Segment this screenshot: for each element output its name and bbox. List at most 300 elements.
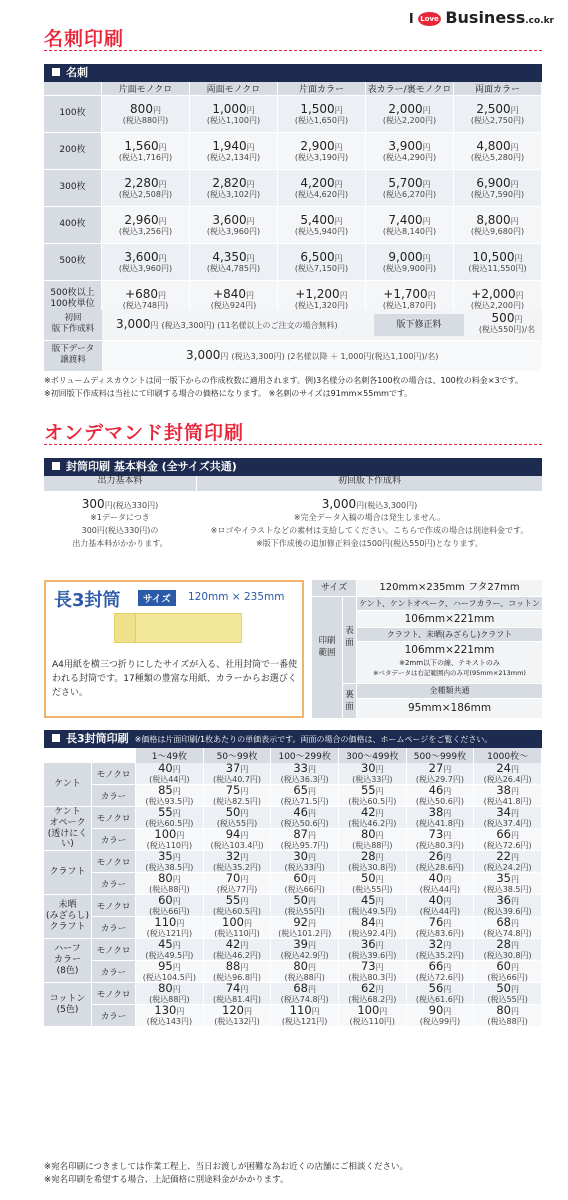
price: 36 [360, 937, 376, 952]
price: 55 [158, 805, 173, 820]
naga3-spec [312, 580, 542, 718]
table-row [44, 983, 542, 1005]
tax-price: (税込3,190円) [294, 152, 349, 162]
price-cell [271, 939, 339, 961]
tax-price: (税込2,200円) [382, 115, 437, 125]
price: 4,800 [476, 138, 511, 153]
table-row [44, 96, 542, 133]
price-cell [136, 939, 204, 961]
yen-unit: 円 [157, 290, 166, 300]
tax-price: (税込40.7円) [212, 775, 262, 784]
yen-unit: 円 [375, 853, 384, 863]
yen-unit: 円 [422, 105, 431, 115]
color-label: カラー [92, 829, 136, 851]
price: 38 [496, 783, 511, 797]
price-cell [339, 1005, 407, 1027]
color-label: カラー [92, 785, 136, 807]
table-row [44, 763, 542, 785]
price-cell [366, 133, 454, 170]
row-label: 300枚 [44, 170, 102, 207]
meishi-fee-row [44, 310, 542, 340]
price: 42 [225, 937, 241, 952]
tax-price: (税込93.5円) [145, 797, 194, 806]
price: 74 [225, 981, 241, 996]
tax-price: (税込7,150円) [294, 263, 349, 273]
meishi-data-row [44, 341, 542, 371]
price: 68 [293, 981, 308, 996]
price-cell [271, 983, 339, 1005]
price-cell [474, 873, 542, 895]
price: 50 [360, 871, 376, 886]
tax-price: (税込80.3円) [415, 841, 464, 851]
price: 800 [130, 101, 153, 116]
tax-price: (税込1,870円) [382, 300, 437, 310]
price-cell [454, 96, 542, 133]
tax-price: (税込88円) [487, 1017, 528, 1027]
tax-price: (税込49.5円) [145, 951, 194, 961]
price: 70 [225, 871, 241, 886]
yen-unit: 円 [307, 985, 316, 995]
front2-papers: クラフト、未晒(みざらし)クラフト [357, 628, 542, 641]
tax-price: (税込1,650円) [294, 115, 349, 125]
tax-price: (税込74.8円) [280, 995, 329, 1005]
price-cell [366, 244, 454, 281]
price-cell [204, 763, 272, 785]
naga3-note-1: ※宛名印刷につきましては作業工程上、当日お渡しが困難な為お近くの店舗にご相談ください。 [44, 1162, 408, 1172]
table-row [44, 961, 542, 983]
logo-i: I [408, 12, 414, 27]
price: 2,280 [124, 175, 159, 190]
table-row [44, 895, 542, 917]
yen-unit: 円 [510, 919, 519, 929]
tax-price: (税込2,200円) [470, 300, 525, 310]
price: 26 [428, 849, 444, 864]
yen-unit: 円 [443, 985, 452, 995]
yen-unit: 円 [514, 315, 523, 324]
tax-price: (税込77円) [216, 885, 258, 895]
yen-unit: 円 [176, 919, 185, 929]
yen-unit: 円 [158, 142, 167, 152]
data-fee-price: 3,000 [186, 348, 221, 362]
tax-price: (税込36.3円) [280, 775, 329, 784]
fix-label: 版下修正料 [374, 314, 464, 336]
price-cell [339, 873, 407, 895]
price: 60 [293, 871, 308, 886]
square-bullet-icon [52, 68, 60, 76]
color-label: カラー [92, 917, 136, 939]
price-cell [407, 917, 475, 939]
front1-papers: ケント、ケントオペーク、ハーフカラー、コットン [357, 597, 542, 610]
price-cell [204, 851, 272, 873]
price: 110 [289, 1003, 312, 1018]
tax-price: (税込44円) [419, 907, 461, 917]
tax-price: (税込4,290円) [382, 152, 437, 162]
tax-price: (税込72.6円) [483, 841, 532, 851]
row-label: 100枚 [44, 96, 102, 133]
table-row [44, 807, 542, 829]
yen-unit: 円 [240, 875, 249, 885]
logo-heart-icon [418, 12, 441, 26]
yen-unit: 円 [422, 142, 431, 152]
tax-price: (税込5,280円) [470, 152, 525, 162]
yen-unit: 円 [379, 1007, 388, 1017]
yen-unit: 円 [510, 179, 519, 189]
yen-unit: 円 [240, 985, 249, 995]
yen-unit: 円 [443, 831, 452, 841]
price-cell [204, 939, 272, 961]
front1-size: 106mm×221mm [357, 611, 542, 627]
tax-price: (税込96.8円) [212, 973, 262, 983]
yen-unit: 円 [176, 831, 185, 841]
price-cell [271, 895, 339, 917]
price: 5,700 [388, 175, 423, 190]
tax-price: (税込30.8円) [348, 863, 397, 873]
price-cell [474, 939, 542, 961]
price-cell [407, 829, 475, 851]
price: 2,960 [124, 212, 159, 227]
yen-unit: 円 [246, 142, 255, 152]
yen-unit: 円 [443, 809, 452, 819]
tax-price: (税込4,620円) [294, 189, 349, 199]
price-cell [271, 829, 339, 851]
price: 5,400 [300, 212, 335, 227]
price: 130 [154, 1003, 177, 1018]
price: 65 [293, 783, 308, 797]
tax-price: (税込110円) [349, 1017, 396, 1027]
mono-label: モノクロ [92, 763, 136, 785]
data-fee-value [186, 349, 438, 362]
output-note-2: 300円(税込330円)の [81, 526, 159, 535]
square-bullet-icon [52, 462, 60, 470]
price: 60 [496, 959, 511, 974]
tax-price: (税込60.5円) [212, 907, 262, 917]
mono-label: モノクロ [92, 983, 136, 1005]
price: 92 [293, 915, 308, 930]
price-cell [271, 807, 339, 829]
yen-unit: 円 [240, 963, 249, 973]
price-cell [271, 873, 339, 895]
price-cell [136, 873, 204, 895]
tax-price: (税込30.8円) [483, 951, 532, 961]
color-label: カラー [92, 961, 136, 983]
price: 6,900 [476, 175, 511, 190]
price-cell [407, 983, 475, 1005]
tax-price: (税込88円) [352, 841, 393, 851]
price-cell [204, 1005, 272, 1027]
mono-label: モノクロ [92, 807, 136, 829]
tax-price: (税込33円) [352, 775, 393, 784]
price: 88 [225, 959, 241, 974]
table-row [44, 207, 542, 244]
tax-price: (税込55円) [284, 907, 325, 917]
price-cell [474, 785, 542, 807]
price-cell [136, 851, 204, 873]
price: 55 [360, 783, 376, 797]
col-header: 両面モノクロ [190, 82, 278, 96]
output-fee-cell [44, 498, 196, 550]
price-cell [278, 207, 366, 244]
envelope-bar-label: 封筒印刷 基本料金 (全サイズ共通) [66, 460, 237, 473]
yen-unit: 円 [443, 787, 452, 796]
price: 33 [293, 761, 308, 775]
yen-unit: 円 [443, 963, 452, 973]
table-row [44, 873, 542, 895]
price-cell [339, 807, 407, 829]
price-cell [271, 961, 339, 983]
tax-price: (税込95.7円) [280, 841, 329, 851]
price: 2,900 [300, 138, 335, 153]
yen-unit: 円 [427, 290, 436, 300]
square-bullet-icon [52, 734, 60, 742]
price: 55 [225, 893, 241, 908]
price: 87 [293, 827, 308, 842]
yen-unit: 円 [307, 963, 316, 973]
yen-unit: 円 [172, 765, 181, 774]
price: 80 [293, 959, 308, 974]
yen-unit: 円 [158, 216, 167, 226]
price: 1,560 [124, 138, 159, 153]
tax-price: (税込28.6円) [415, 863, 464, 873]
envelope-title-divider [44, 444, 542, 445]
tax-price: (税込26.4円) [483, 775, 532, 784]
price: 27 [428, 761, 444, 775]
yen-unit: 円 [172, 985, 181, 995]
tax-price: (税込11,550円) [468, 263, 527, 273]
table-row [44, 829, 542, 851]
price: 85 [158, 783, 173, 797]
tax-price: (税込38.5円) [145, 863, 194, 873]
yen-unit: 円 [172, 787, 181, 796]
price-cell [136, 785, 204, 807]
price-cell [102, 207, 190, 244]
price-cell [407, 807, 475, 829]
col-header: 片面モノクロ [102, 82, 190, 96]
price-cell [474, 983, 542, 1005]
price-cell [190, 133, 278, 170]
front-label: 表 面 [343, 597, 356, 683]
yen-unit: 円 [334, 216, 343, 226]
envelope-title: オンデマンド封筒印刷 [44, 422, 245, 444]
price: 100 [222, 915, 244, 930]
price: 50 [496, 981, 511, 996]
tax-price: (税込35.2円) [415, 951, 464, 961]
site-logo[interactable] [409, 8, 554, 27]
tax-price: (税込37.4円) [483, 819, 532, 829]
price: 60 [158, 893, 173, 908]
price-cell [136, 917, 204, 939]
tax-price: (税込121円) [281, 1017, 328, 1027]
paper-name: ハーフ カラー (8色) [44, 939, 92, 983]
naga3-card [44, 580, 304, 718]
price: 32 [225, 849, 241, 864]
yen-unit: 円 [422, 179, 431, 189]
price-cell [204, 807, 272, 829]
price-cell [474, 895, 542, 917]
price-cell [136, 829, 204, 851]
price: 120 [222, 1003, 244, 1018]
yen-unit: 円 [172, 963, 181, 973]
price-cell [454, 133, 542, 170]
price: 40 [158, 761, 173, 775]
price: 45 [360, 893, 376, 908]
back-papers: 全種類共通 [357, 684, 542, 698]
yen-unit: 円 [510, 1007, 519, 1017]
row-label: 500枚 [44, 244, 102, 281]
yen-unit: 円 [510, 765, 519, 774]
table-row [44, 851, 542, 873]
price-cell [136, 961, 204, 983]
tax-price: (税込39.6円) [483, 907, 532, 917]
fee-detail: (税込3,300円) (11名様以上のご注文の場合無料) [161, 321, 338, 330]
naga3-price-bar-label: 長3封筒印刷 [66, 732, 129, 745]
price: 66 [496, 827, 511, 842]
price: 39 [293, 937, 308, 952]
envelope-bar [44, 458, 542, 476]
output-tax: (税込330円) [112, 501, 159, 510]
price-cell [204, 917, 272, 939]
paper-name: ケント [44, 763, 92, 807]
price-cell [407, 961, 475, 983]
yen-unit: 円 [339, 290, 348, 300]
paper-name: 未晒 (みざらし) クラフト [44, 895, 92, 939]
price: 50 [293, 893, 308, 908]
price: 36 [496, 893, 511, 908]
price-cell [407, 851, 475, 873]
tax-price: (税込38.5円) [483, 885, 532, 895]
yen-unit: 円 [510, 142, 519, 152]
yen-unit: 円 [246, 253, 255, 263]
tax-price: (税込81.4円) [212, 995, 262, 1005]
table-corner [44, 748, 136, 763]
col-header: 両面カラー [454, 82, 542, 96]
yen-unit: 円 [307, 831, 316, 841]
naga3-note-2: ※宛名印刷を希望する場合、上記価格に別途料金がかかります。 [44, 1175, 289, 1185]
spec-size: 120mm×235mm フタ27mm [357, 580, 542, 596]
yen-unit: 円 [240, 787, 249, 796]
price-cell [474, 917, 542, 939]
yen-unit: 円 [443, 1007, 452, 1017]
yen-unit: 円 [172, 897, 181, 907]
yen-unit: 円 [150, 321, 159, 330]
price: 75 [225, 783, 241, 797]
price: 80 [496, 1003, 511, 1018]
price: 28 [360, 849, 376, 864]
price-cell [339, 961, 407, 983]
col-header: 300〜499枚 [339, 748, 407, 763]
yen-unit: 円 [334, 142, 343, 152]
tax-price: (税込82.5円) [212, 797, 262, 806]
col-header: 片面カラー [278, 82, 366, 96]
price: 1,940 [212, 138, 247, 153]
tax-price: (税込55円) [216, 819, 258, 829]
naga3-price-table [44, 748, 542, 1027]
price: 56 [428, 981, 444, 996]
tax-price: (税込46.2円) [212, 951, 262, 961]
fee-label: 初回 版下作成料 [44, 310, 102, 340]
price-cell [102, 96, 190, 133]
yen-unit: 円 [240, 897, 249, 907]
paper-name: ケント オペーク (透けにくい) [44, 807, 92, 851]
price: 4,200 [300, 175, 335, 190]
price: 68 [496, 915, 511, 930]
price-cell [102, 170, 190, 207]
tax-price: (税込6,270円) [382, 189, 437, 199]
price: 8,800 [476, 212, 511, 227]
row-label: 200枚 [44, 133, 102, 170]
price-cell [339, 763, 407, 785]
yen-unit: 円 [245, 290, 254, 300]
col-header: 500〜999枚 [407, 748, 475, 763]
tax-price: (税込44円) [419, 885, 461, 895]
tax-price: (税込99円) [419, 1017, 461, 1027]
yen-unit: 円 [443, 765, 452, 774]
naga3-description: A4用紙を横三つ折りにしたサイズが入る、社用封筒で一番使われる封筒です。17種類の豊富な用紙、カラーからお選びください。 [52, 660, 298, 698]
price: 22 [496, 849, 511, 864]
yen-unit: 円 [375, 985, 384, 995]
price-cell [474, 807, 542, 829]
price: 1,000 [212, 101, 247, 116]
price: 3,600 [124, 249, 159, 264]
back-size: 95mm×186mm [357, 699, 542, 718]
tax-price: (税込103.4円) [210, 841, 264, 851]
tax-price: (税込24.2円) [483, 863, 532, 873]
yen-unit: 円 [240, 941, 249, 951]
front2-box [357, 642, 542, 683]
price: 37 [225, 761, 241, 775]
tax-price: (税込2,134円) [206, 152, 261, 162]
price-cell [271, 1005, 339, 1027]
yen-unit: 円 [240, 853, 249, 863]
naga3-price-bar-note: ※価格は片面印刷/1枚あたりの単価表示です。両面の場合の価格は、ホームページをご覧ください。 [134, 735, 493, 744]
yen-unit: 円 [510, 809, 519, 819]
yen-unit: 円 [176, 1007, 185, 1017]
price-cell [204, 983, 272, 1005]
envelope-illustration [114, 613, 242, 643]
price: +840 [213, 286, 246, 301]
price: 62 [360, 981, 376, 996]
price: 6,500 [300, 249, 335, 264]
price: 73 [360, 959, 376, 974]
tax-price: (税込880円) [122, 115, 169, 125]
yen-unit: 円 [246, 105, 255, 115]
table-row [44, 133, 542, 170]
price: +1,700 [383, 286, 428, 301]
price-cell [136, 1005, 204, 1027]
price: 3,600 [212, 212, 247, 227]
tax-price: (税込1,716円) [118, 152, 173, 162]
price-cell [190, 207, 278, 244]
tax-price: (税込61.6円) [415, 995, 464, 1005]
price-cell [190, 244, 278, 281]
tax-price: (税込50.6円) [415, 797, 464, 806]
front2-size: 106mm×221mm [404, 644, 495, 656]
envelope-flap [114, 613, 136, 643]
table-row [44, 785, 542, 807]
table-row [44, 244, 542, 281]
table-corner [44, 82, 102, 96]
tax-price: (税込49.5円) [348, 907, 397, 917]
price: 34 [496, 805, 511, 820]
yen-unit: 円 [311, 1007, 320, 1017]
price-cell [339, 917, 407, 939]
meishi-title-divider [44, 50, 542, 51]
price: 90 [428, 1003, 444, 1018]
price: +1,200 [295, 286, 340, 301]
price: 76 [428, 915, 444, 930]
meishi-bar [44, 64, 542, 82]
yen-unit: 円 [246, 216, 255, 226]
output-note-1: ※1データにつき [90, 513, 150, 522]
